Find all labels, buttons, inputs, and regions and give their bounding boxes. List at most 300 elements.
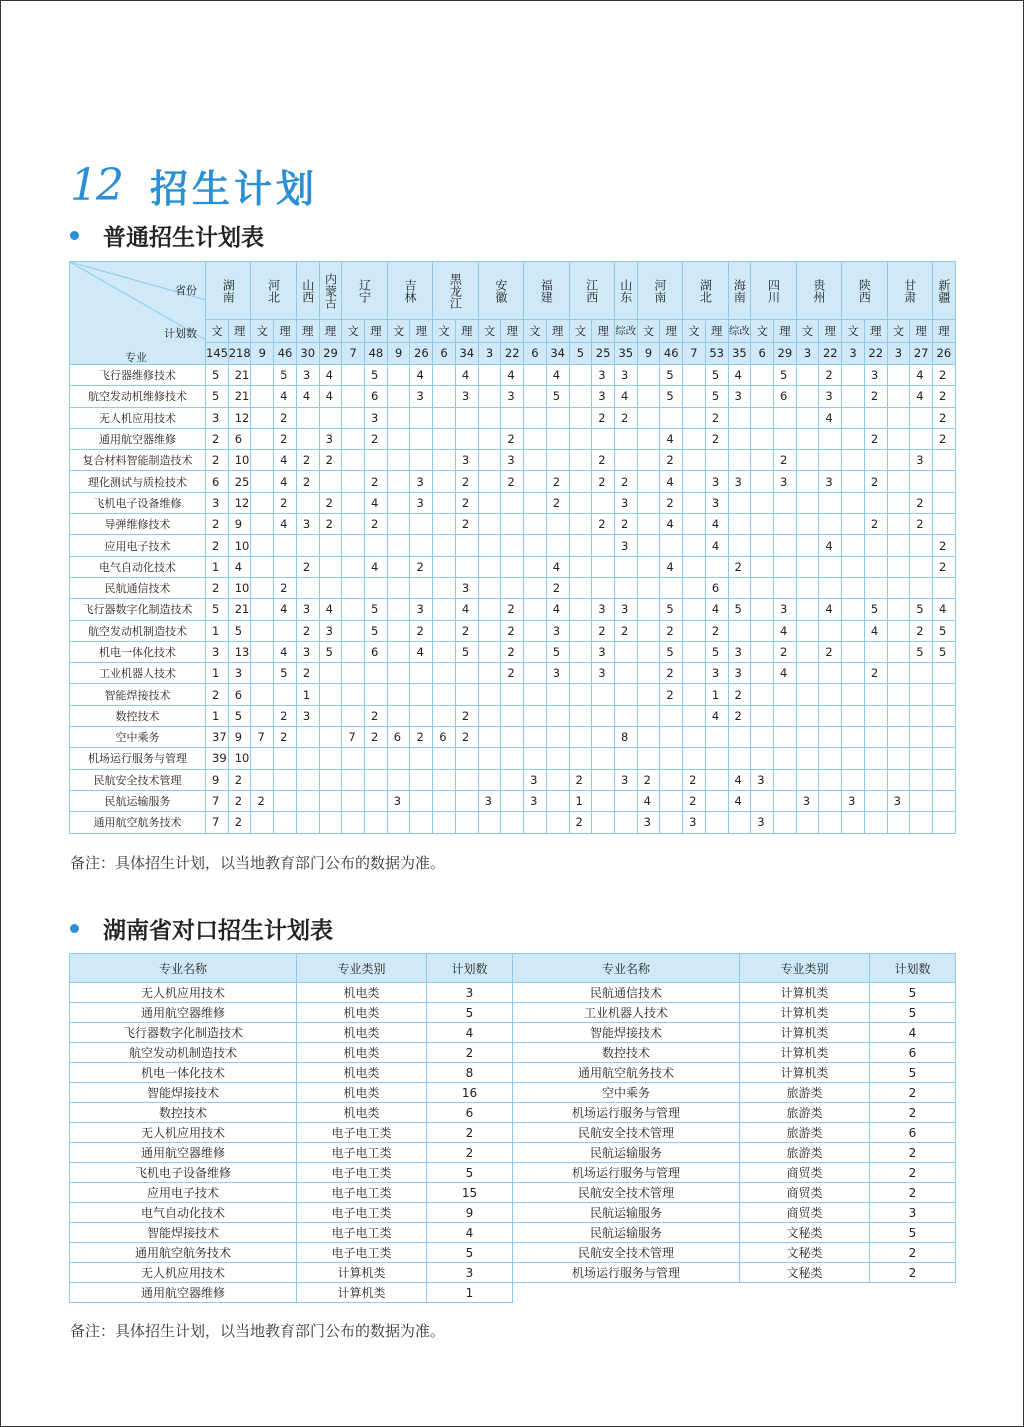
table-cell: 2 [870, 1243, 956, 1263]
subject-type-header: 理 [296, 320, 319, 342]
plan-cell [251, 407, 274, 428]
plan-cell [365, 663, 388, 684]
table-cell: 2 [870, 1163, 956, 1183]
plan-cell: 3 [296, 641, 319, 662]
plan-cell [796, 471, 819, 492]
plan-cell [501, 727, 524, 748]
plan-cell: 1 [206, 705, 229, 726]
plan-cell: 5 [546, 386, 569, 407]
major-name: 工业机器人技术 [70, 663, 206, 684]
table-cell: 应用电子技术 [70, 1183, 297, 1203]
table-cell: 机电类 [297, 1023, 427, 1043]
table-cell: 旅游类 [740, 1143, 870, 1163]
plan-cell: 2 [501, 471, 524, 492]
plan-cell [387, 492, 410, 513]
plan-cell [296, 790, 319, 811]
table-cell: 9 [427, 1203, 513, 1223]
table-cell: 计算机类 [740, 1063, 870, 1083]
plan-cell [524, 620, 547, 641]
plan-cell: 2 [501, 620, 524, 641]
plan-cell [410, 790, 433, 811]
plan-cell [842, 492, 865, 513]
plan-cell [569, 663, 592, 684]
plan-cell: 3 [546, 620, 569, 641]
plan-cell [842, 450, 865, 471]
plan-cell [365, 812, 388, 833]
plan-cell: 2 [296, 620, 319, 641]
plan-cell [887, 428, 910, 449]
plan-cell [728, 748, 751, 769]
plan-cell [842, 471, 865, 492]
plan-cell [637, 386, 660, 407]
plan-cell [614, 556, 637, 577]
table-cell: 智能焊接技术 [70, 1223, 297, 1243]
plan-cell: 4 [274, 599, 297, 620]
plan-cell [251, 684, 274, 705]
plan-cell: 2 [614, 407, 637, 428]
column-header: 计划数 [870, 954, 956, 983]
section-title-hunan-text: 湖南省对口招生计划表 [103, 918, 333, 944]
plan-cell [683, 450, 706, 471]
plan-cell [365, 535, 388, 556]
plan-cell [887, 386, 910, 407]
plan-cell [546, 450, 569, 471]
total-cell: 9 [637, 342, 660, 364]
plan-cell [887, 535, 910, 556]
table-row [70, 663, 956, 684]
table-row [70, 790, 956, 811]
plan-cell: 5 [365, 620, 388, 641]
corner-plan-label: 计划数 [164, 327, 197, 340]
total-cell: 53 [705, 342, 728, 364]
plan-cell [342, 450, 365, 471]
plan-cell: 6 [206, 471, 229, 492]
plan-cell [524, 641, 547, 662]
plan-cell [796, 365, 819, 386]
plan-cell: 2 [206, 577, 229, 598]
total-cell: 26 [933, 342, 956, 364]
plan-cell [387, 812, 410, 833]
plan-cell [592, 556, 615, 577]
total-cell: 48 [365, 342, 388, 364]
plan-cell [933, 748, 956, 769]
plan-cell: 1 [206, 620, 229, 641]
plan-cell: 5 [206, 599, 229, 620]
plan-cell: 3 [910, 450, 933, 471]
plan-cell: 4 [728, 365, 751, 386]
plan-cell [842, 769, 865, 790]
plan-cell [796, 577, 819, 598]
table-row [70, 641, 956, 662]
plan-cell [524, 386, 547, 407]
plan-cell [773, 684, 796, 705]
province-name: 贵州 [811, 278, 826, 303]
table-row [70, 1243, 956, 1263]
plan-cell [524, 471, 547, 492]
total-cell: 22 [819, 342, 842, 364]
table-cell: 6 [870, 1043, 956, 1063]
table-cell: 机场运行服务与管理 [513, 1163, 740, 1183]
province-header [637, 262, 682, 320]
plan-cell [524, 556, 547, 577]
section-title-hunan [70, 912, 333, 945]
table-cell: 通用航空航务技术 [70, 1243, 297, 1263]
plan-cell [433, 428, 456, 449]
plan-cell [319, 812, 342, 833]
plan-cell [887, 620, 910, 641]
plan-cell [274, 535, 297, 556]
plan-cell: 3 [705, 663, 728, 684]
plan-cell [365, 450, 388, 471]
plan-cell [410, 663, 433, 684]
plan-cell [569, 727, 592, 748]
plan-cell [546, 684, 569, 705]
province-name: 山东 [618, 278, 633, 303]
subject-type-header: 理 [592, 320, 615, 342]
plan-cell [387, 641, 410, 662]
table-cell: 8 [427, 1063, 513, 1083]
plan-cell [433, 620, 456, 641]
plan-cell [478, 535, 501, 556]
plan-cell [342, 535, 365, 556]
plan-cell [365, 684, 388, 705]
plan-cell [751, 705, 774, 726]
table-cell: 5 [870, 1063, 956, 1083]
plan-cell: 4 [637, 790, 660, 811]
table-row [70, 1023, 956, 1043]
plan-cell: 7 [206, 790, 229, 811]
plan-cell: 2 [274, 428, 297, 449]
plan-cell: 5 [455, 641, 478, 662]
plan-cell [933, 663, 956, 684]
plan-cell: 2 [546, 577, 569, 598]
plan-cell [251, 577, 274, 598]
plan-cell: 3 [501, 386, 524, 407]
plan-cell: 2 [864, 663, 887, 684]
plan-cell [478, 471, 501, 492]
plan-cell [842, 748, 865, 769]
plan-cell: 2 [206, 514, 229, 535]
plan-cell [796, 727, 819, 748]
plan-cell [433, 365, 456, 386]
plan-cell: 4 [410, 641, 433, 662]
plan-cell: 3 [842, 790, 865, 811]
plan-cell: 2 [910, 514, 933, 535]
plan-cell [796, 599, 819, 620]
plan-cell [387, 535, 410, 556]
table-row [70, 556, 956, 577]
plan-cell: 2 [319, 492, 342, 513]
subject-type-header: 文 [637, 320, 660, 342]
plan-cell [683, 641, 706, 662]
plan-cell: 2 [365, 727, 388, 748]
plan-cell [751, 641, 774, 662]
plan-cell [501, 705, 524, 726]
plan-cell: 4 [319, 599, 342, 620]
plan-cell [933, 684, 956, 705]
plan-cell [819, 705, 842, 726]
plan-cell: 2 [410, 620, 433, 641]
plan-cell: 2 [455, 727, 478, 748]
plan-cell [819, 556, 842, 577]
plan-cell [842, 641, 865, 662]
plan-cell: 2 [501, 599, 524, 620]
plan-cell [524, 365, 547, 386]
plan-cell [614, 428, 637, 449]
province-name: 甘肃 [902, 278, 917, 303]
plan-cell [751, 514, 774, 535]
plan-cell [501, 577, 524, 598]
plan-cell [546, 769, 569, 790]
plan-cell [524, 599, 547, 620]
plan-cell [705, 727, 728, 748]
subject-type-header: 理 [546, 320, 569, 342]
total-cell: 7 [683, 342, 706, 364]
major-name: 理化测试与质检技术 [70, 471, 206, 492]
plan-cell: 4 [274, 450, 297, 471]
table-row [70, 450, 956, 471]
plan-cell [569, 535, 592, 556]
plan-cell: 5 [228, 705, 251, 726]
plan-cell [910, 790, 933, 811]
plan-cell [319, 748, 342, 769]
plan-cell [819, 492, 842, 513]
plan-cell [819, 727, 842, 748]
plan-cell [751, 748, 774, 769]
plan-cell: 5 [728, 599, 751, 620]
plan-cell: 2 [660, 684, 683, 705]
table-row [70, 1123, 956, 1143]
plan-cell [705, 769, 728, 790]
plan-cell [933, 492, 956, 513]
plan-cell [478, 407, 501, 428]
subject-type-header: 理 [228, 320, 251, 342]
plan-cell [524, 684, 547, 705]
plan-cell [910, 577, 933, 598]
plan-cell: 2 [933, 428, 956, 449]
plan-cell [410, 535, 433, 556]
plan-cell [296, 748, 319, 769]
plan-cell [842, 514, 865, 535]
province-header [728, 262, 751, 320]
table-cell: 民航运输服务 [513, 1203, 740, 1223]
subject-type-header: 理 [864, 320, 887, 342]
table-cell: 2 [870, 1263, 956, 1283]
plan-cell: 6 [228, 428, 251, 449]
plan-cell [910, 535, 933, 556]
major-name: 应用电子技术 [70, 535, 206, 556]
plan-cell [455, 684, 478, 705]
table-row [70, 1263, 956, 1283]
total-cell: 30 [296, 342, 319, 364]
plan-cell [387, 620, 410, 641]
table-cell: 民航通信技术 [513, 983, 740, 1003]
plan-cell [501, 790, 524, 811]
plan-cell [501, 812, 524, 833]
plan-cell [501, 556, 524, 577]
plan-cell [728, 620, 751, 641]
plan-cell [728, 812, 751, 833]
plan-cell: 3 [592, 365, 615, 386]
plan-cell [455, 812, 478, 833]
plan-cell [751, 727, 774, 748]
total-cell: 9 [251, 342, 274, 364]
plan-cell [796, 514, 819, 535]
plan-cell [864, 535, 887, 556]
plan-cell [819, 748, 842, 769]
plan-cell: 2 [228, 769, 251, 790]
plan-cell [751, 492, 774, 513]
total-cell: 35 [728, 342, 751, 364]
plan-cell [251, 492, 274, 513]
plan-cell [455, 790, 478, 811]
plan-cell [433, 492, 456, 513]
plan-cell: 2 [206, 535, 229, 556]
plan-cell [796, 407, 819, 428]
plan-cell [910, 428, 933, 449]
province-name: 湖北 [698, 278, 713, 303]
table-cell: 6 [427, 1103, 513, 1123]
table-cell: 空中乘务 [513, 1083, 740, 1103]
plan-cell: 9 [206, 769, 229, 790]
table-cell: 3 [427, 1263, 513, 1283]
plan-cell [251, 620, 274, 641]
plan-cell [342, 577, 365, 598]
subject-type-header: 文 [842, 320, 865, 342]
major-name: 机电一体化技术 [70, 641, 206, 662]
plan-cell: 3 [206, 492, 229, 513]
plan-cell [819, 769, 842, 790]
corner-major-label: 专业 [125, 351, 147, 364]
province-header [933, 262, 956, 320]
plan-cell [319, 790, 342, 811]
plan-cell [751, 620, 774, 641]
table-row [70, 620, 956, 641]
table-row [70, 748, 956, 769]
province-header [683, 262, 728, 320]
plan-cell: 4 [728, 790, 751, 811]
plan-cell [637, 556, 660, 577]
province-name: 陕西 [857, 278, 872, 303]
province-header [342, 262, 387, 320]
plan-cell [433, 599, 456, 620]
plan-cell [524, 428, 547, 449]
plan-cell [433, 790, 456, 811]
table-cell: 机场运行服务与管理 [513, 1263, 740, 1283]
table-cell: 飞机电子设备维修 [70, 1163, 297, 1183]
table-row [70, 471, 956, 492]
plan-cell [410, 812, 433, 833]
plan-cell: 4 [614, 386, 637, 407]
plan-cell [569, 705, 592, 726]
table-row [70, 1003, 956, 1023]
plan-cell: 3 [387, 790, 410, 811]
hunan-enrollment-table [69, 953, 956, 1303]
plan-cell: 2 [728, 684, 751, 705]
plan-cell: 4 [933, 599, 956, 620]
plan-cell [251, 428, 274, 449]
plan-cell [637, 663, 660, 684]
plan-cell [342, 471, 365, 492]
subject-type-header: 理 [660, 320, 683, 342]
plan-cell: 2 [296, 663, 319, 684]
plan-cell: 3 [410, 599, 433, 620]
plan-cell: 2 [910, 492, 933, 513]
subject-type-header: 文 [433, 320, 456, 342]
plan-cell [842, 428, 865, 449]
column-header: 专业类别 [297, 954, 427, 983]
plan-cell [274, 748, 297, 769]
plan-cell [387, 556, 410, 577]
plan-cell [524, 450, 547, 471]
plan-cell [410, 684, 433, 705]
plan-cell [274, 620, 297, 641]
plan-cell [296, 769, 319, 790]
plan-cell: 4 [660, 428, 683, 449]
plan-cell [683, 492, 706, 513]
plan-cell: 3 [887, 790, 910, 811]
major-name: 民航通信技术 [70, 577, 206, 598]
plan-cell [433, 684, 456, 705]
plan-cell [251, 450, 274, 471]
total-cell: 34 [455, 342, 478, 364]
plan-cell: 2 [251, 790, 274, 811]
table-cell: 3 [870, 1203, 956, 1223]
plan-cell [660, 769, 683, 790]
note-hunan: 备注：具体招生计划，以当地教育部门公布的数据为准。 [70, 1322, 446, 1340]
plan-cell [433, 663, 456, 684]
plan-cell: 5 [546, 641, 569, 662]
plan-cell: 3 [455, 386, 478, 407]
plan-cell [387, 386, 410, 407]
table-cell: 机电一体化技术 [70, 1063, 297, 1083]
table-cell: 工业机器人技术 [513, 1003, 740, 1023]
plan-cell: 3 [614, 599, 637, 620]
plan-cell [864, 641, 887, 662]
plan-cell [569, 386, 592, 407]
plan-cell [251, 386, 274, 407]
plan-cell [592, 492, 615, 513]
table-row [70, 577, 956, 598]
plan-cell: 3 [206, 641, 229, 662]
table-cell: 电子电工类 [297, 1243, 427, 1263]
plan-cell [569, 556, 592, 577]
major-name: 飞行器维修技术 [70, 365, 206, 386]
table-cell: 16 [427, 1083, 513, 1103]
plan-cell [637, 471, 660, 492]
plan-cell [342, 620, 365, 641]
plan-cell [887, 492, 910, 513]
corner-province-label: 省份 [175, 284, 197, 297]
table-cell: 商贸类 [740, 1203, 870, 1223]
plan-cell: 2 [455, 705, 478, 726]
plan-cell [478, 705, 501, 726]
total-cell: 46 [274, 342, 297, 364]
plan-cell [410, 514, 433, 535]
plan-cell: 5 [206, 386, 229, 407]
column-header: 专业类别 [740, 954, 870, 983]
plan-cell [592, 727, 615, 748]
plan-cell: 3 [410, 471, 433, 492]
section-title-general-text: 普通招生计划表 [103, 225, 264, 251]
plan-cell [387, 428, 410, 449]
total-cell: 5 [569, 342, 592, 364]
plan-cell: 2 [819, 641, 842, 662]
plan-cell [933, 471, 956, 492]
province-header [433, 262, 478, 320]
plan-cell [546, 428, 569, 449]
province-name: 湖南 [221, 278, 236, 303]
